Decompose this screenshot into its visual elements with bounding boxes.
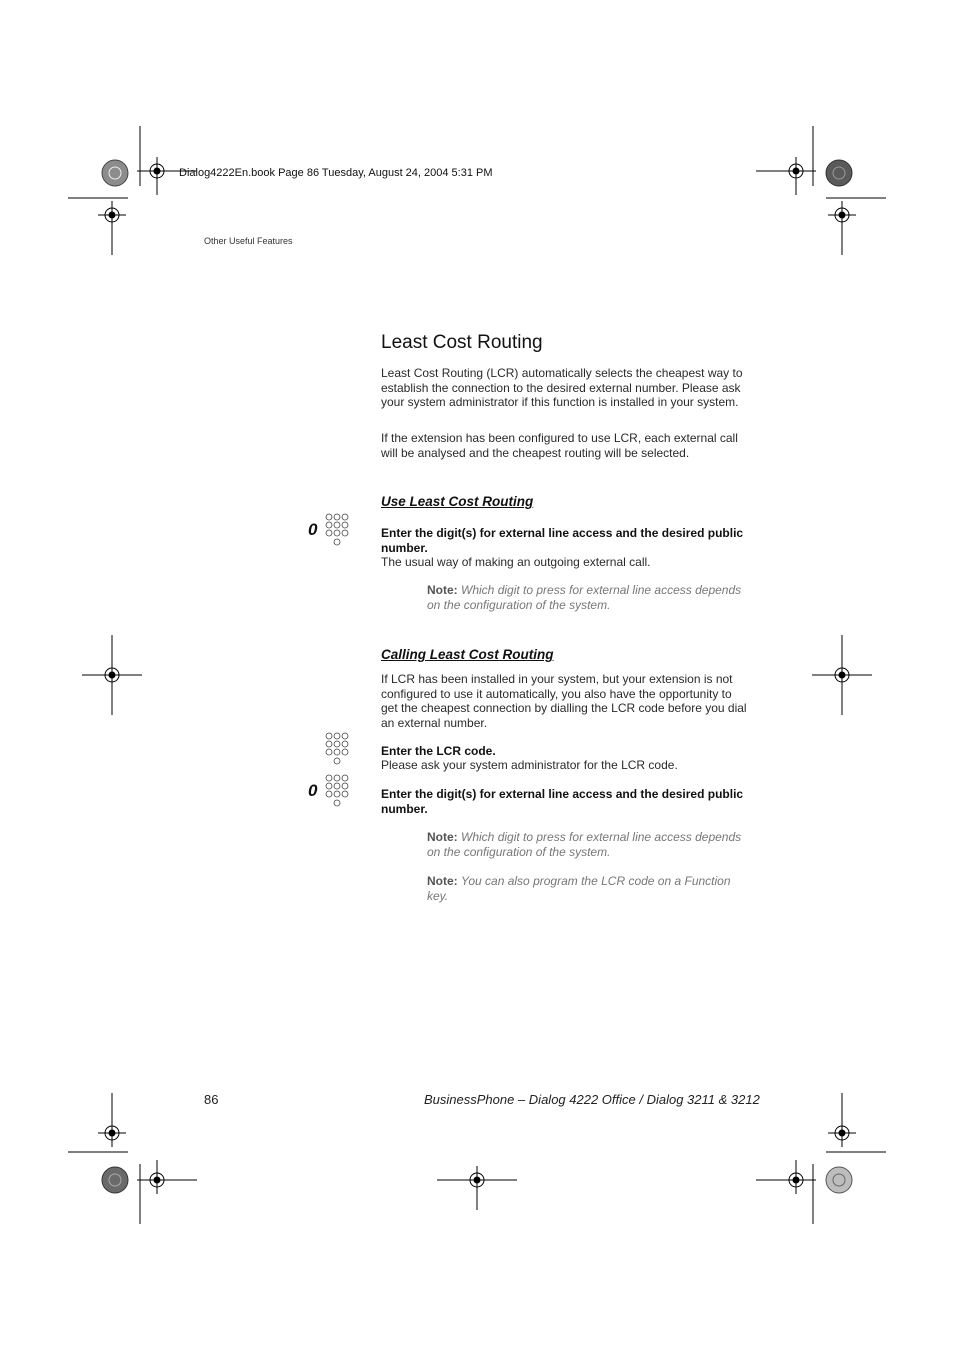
note-text: Which digit to press for external line access depends on the configuration of the system. — [427, 583, 742, 612]
intro-paragraph: Least Cost Routing (LCR) automatically selects the cheapest way to establish the connection to the desired external number. Please ask your system administrator if this function is installed in your system. — [381, 366, 743, 409]
section-heading-use-lcr: Use Least Cost Routing — [381, 494, 534, 509]
registration-mark-icon — [437, 1166, 517, 1210]
registration-mark-icon — [756, 1160, 816, 1194]
page-number: 86 — [204, 1092, 219, 1107]
section-heading-calling-lcr: Calling Least Cost Routing — [381, 647, 554, 662]
registration-mark-icon — [812, 635, 872, 715]
note — [427, 874, 752, 904]
registration-mark-icon — [828, 1093, 856, 1147]
page-title: Least Cost Routing — [381, 332, 543, 353]
keypad-icon — [325, 513, 351, 549]
section-header: Other Useful Features — [204, 236, 293, 246]
keypad-icon — [325, 732, 351, 768]
step-instruction: Enter the digit(s) for external line access and the desired public number. — [381, 787, 744, 816]
step-instruction: Enter the LCR code. — [381, 744, 496, 758]
note-label: Note: — [427, 583, 458, 597]
registration-mark-icon — [98, 1093, 126, 1147]
registration-mark-icon — [756, 157, 816, 195]
registration-mark-icon — [98, 201, 126, 255]
registration-mark-icon — [137, 1160, 197, 1194]
calibration-disc-icon — [102, 160, 128, 186]
registration-mark-icon — [828, 201, 856, 255]
calibration-disc-icon — [826, 1167, 852, 1193]
footer-title: BusinessPhone – Dialog 4222 Office / Dialog 3211 & 3212 — [424, 1092, 760, 1107]
note — [427, 583, 752, 613]
section-intro: If LCR has been installed in your system, but your extension is not configured to use it automatically, you also have the opportunity to get the cheapest connection by dialling the LCR code before you dial an external number. — [381, 672, 747, 730]
note-label: Note: — [427, 874, 458, 888]
keypad-icon — [325, 774, 351, 810]
calibration-disc-icon — [102, 1167, 128, 1193]
note — [427, 830, 752, 860]
step-detail: Please ask your system administrator for the LCR code. — [381, 758, 678, 772]
print-info: Dialog4222En.book Page 86 Tuesday, August 24, 2004 5:31 PM — [179, 167, 493, 179]
step-detail: The usual way of making an outgoing external call. — [381, 555, 651, 569]
digit-zero: 0 — [308, 781, 318, 800]
digit-zero: 0 — [308, 520, 318, 539]
intro-paragraph: If the extension has been configured to use LCR, each external call will be analysed and the cheapest routing will be selected. — [381, 431, 738, 460]
registration-mark-icon — [82, 635, 142, 715]
step-instruction: Enter the digit(s) for external line access and the desired public number. — [381, 526, 744, 555]
note-label: Note: — [427, 830, 458, 844]
calibration-disc-icon — [826, 160, 852, 186]
note-text: Which digit to press for external line access depends on the configuration of the system. — [427, 830, 742, 859]
note-text: You can also program the LCR code on a Function key. — [427, 874, 731, 903]
